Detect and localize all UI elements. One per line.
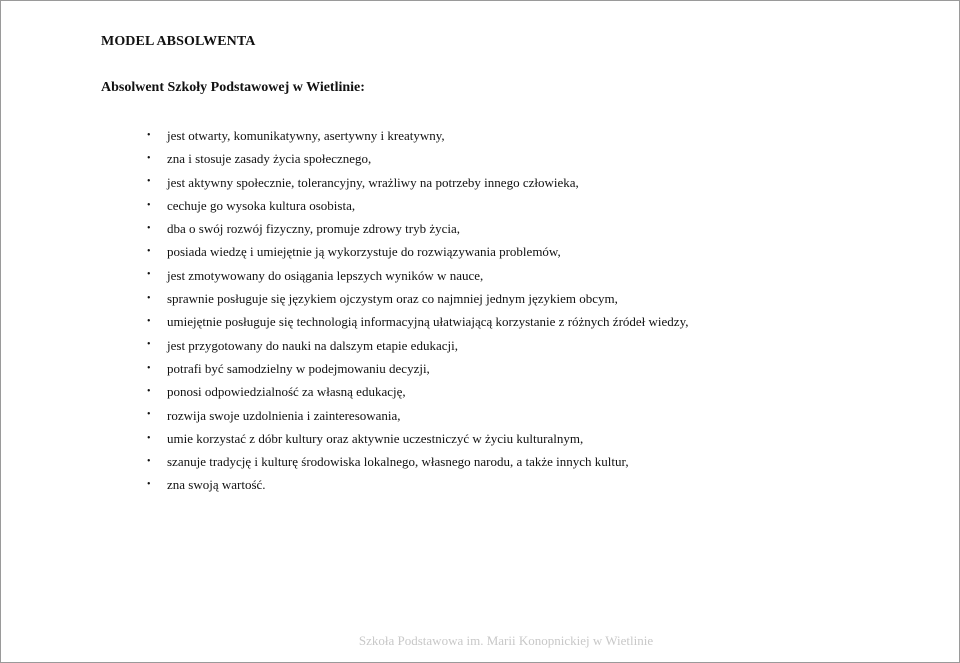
bullet-icon: • [147,269,151,281]
bullet-icon: • [147,222,151,234]
list-item-text: dba o swój rozwój fizyczny, promuje zdrowy tryb życia, [167,221,461,237]
graduate-traits-list [147,124,689,497]
bullet-icon: • [147,246,151,258]
list-item [147,240,689,263]
bullet-icon: • [147,339,151,351]
bullet-icon: • [147,152,151,164]
list-item [147,194,689,217]
bullet-icon: • [147,432,151,444]
list-item [147,124,689,147]
list-item-text: umie korzystać z dóbr kultury oraz aktywnie uczestniczyć w życiu kulturalnym, [167,430,584,446]
list-item [147,380,689,403]
list-item [147,357,689,380]
list-item-text: umiejętnie posługuje się technologią informacyjną ułatwiającą korzystanie z różnych źródeł wiedzy, [167,314,689,330]
page-title: MODEL ABSOLWENTA [101,34,256,49]
bullet-icon: • [147,199,151,211]
list-item [147,147,689,170]
list-item [147,171,689,194]
list-item-text: ponosi odpowiedzialność za własną edukację, [167,384,406,400]
section-heading: Absolwent Szkoły Podstawowej w Wietlinie: [101,80,365,95]
bullet-icon: • [147,385,151,397]
list-item [147,217,689,240]
list-item-text: jest otwarty, komunikatywny, asertywny i kreatywny, [167,128,445,143]
bullet-icon: • [147,316,151,328]
list-item [147,473,689,496]
bullet-icon: • [147,479,151,491]
list-item [147,264,689,287]
bullet-icon: • [147,292,151,304]
list-item-text: potrafi być samodzielny w podejmowaniu decyzji, [167,360,430,376]
bullet-icon: • [147,409,151,421]
list-item-text: jest przygotowany do nauki na dalszym etapie edukacji, [167,337,458,353]
list-item-text: jest zmotywowany do osiągania lepszych wyników w nauce, [167,267,484,283]
list-item [147,334,689,357]
list-item [147,427,689,450]
list-item [147,287,689,310]
list-item-text: sprawnie posługuje się językiem ojczystym oraz co najmniej jednym językiem obcym, [167,291,618,307]
bullet-icon: • [147,362,151,374]
list-item-text: rozwija swoje uzdolnienia i zainteresowania, [167,407,401,423]
bullet-icon: • [147,129,151,141]
list-item-text: posiada wiedzę i umiejętnie ją wykorzystuje do rozwiązywania problemów, [167,244,561,260]
list-item-text: cechuje go wysoka kultura osobista, [167,197,356,213]
list-item [147,404,689,427]
bullet-icon: • [147,176,151,188]
page-footer: Szkoła Podstawowa im. Marii Konopnickiej w Wietlinie [358,633,654,648]
list-item-text: zna i stosuje zasady życia społecznego, [167,151,372,167]
list-item [147,310,689,333]
bullet-icon: • [147,455,151,467]
list-item [147,450,689,473]
list-item-text: zna swoją wartość. [167,477,266,493]
list-item-text: szanuje tradycję i kulturę środowiska lokalnego, własnego narodu, a także innych kultur, [167,454,629,470]
list-item-text: jest aktywny społecznie, tolerancyjny, wrażliwy na potrzeby innego człowieka, [167,174,579,190]
